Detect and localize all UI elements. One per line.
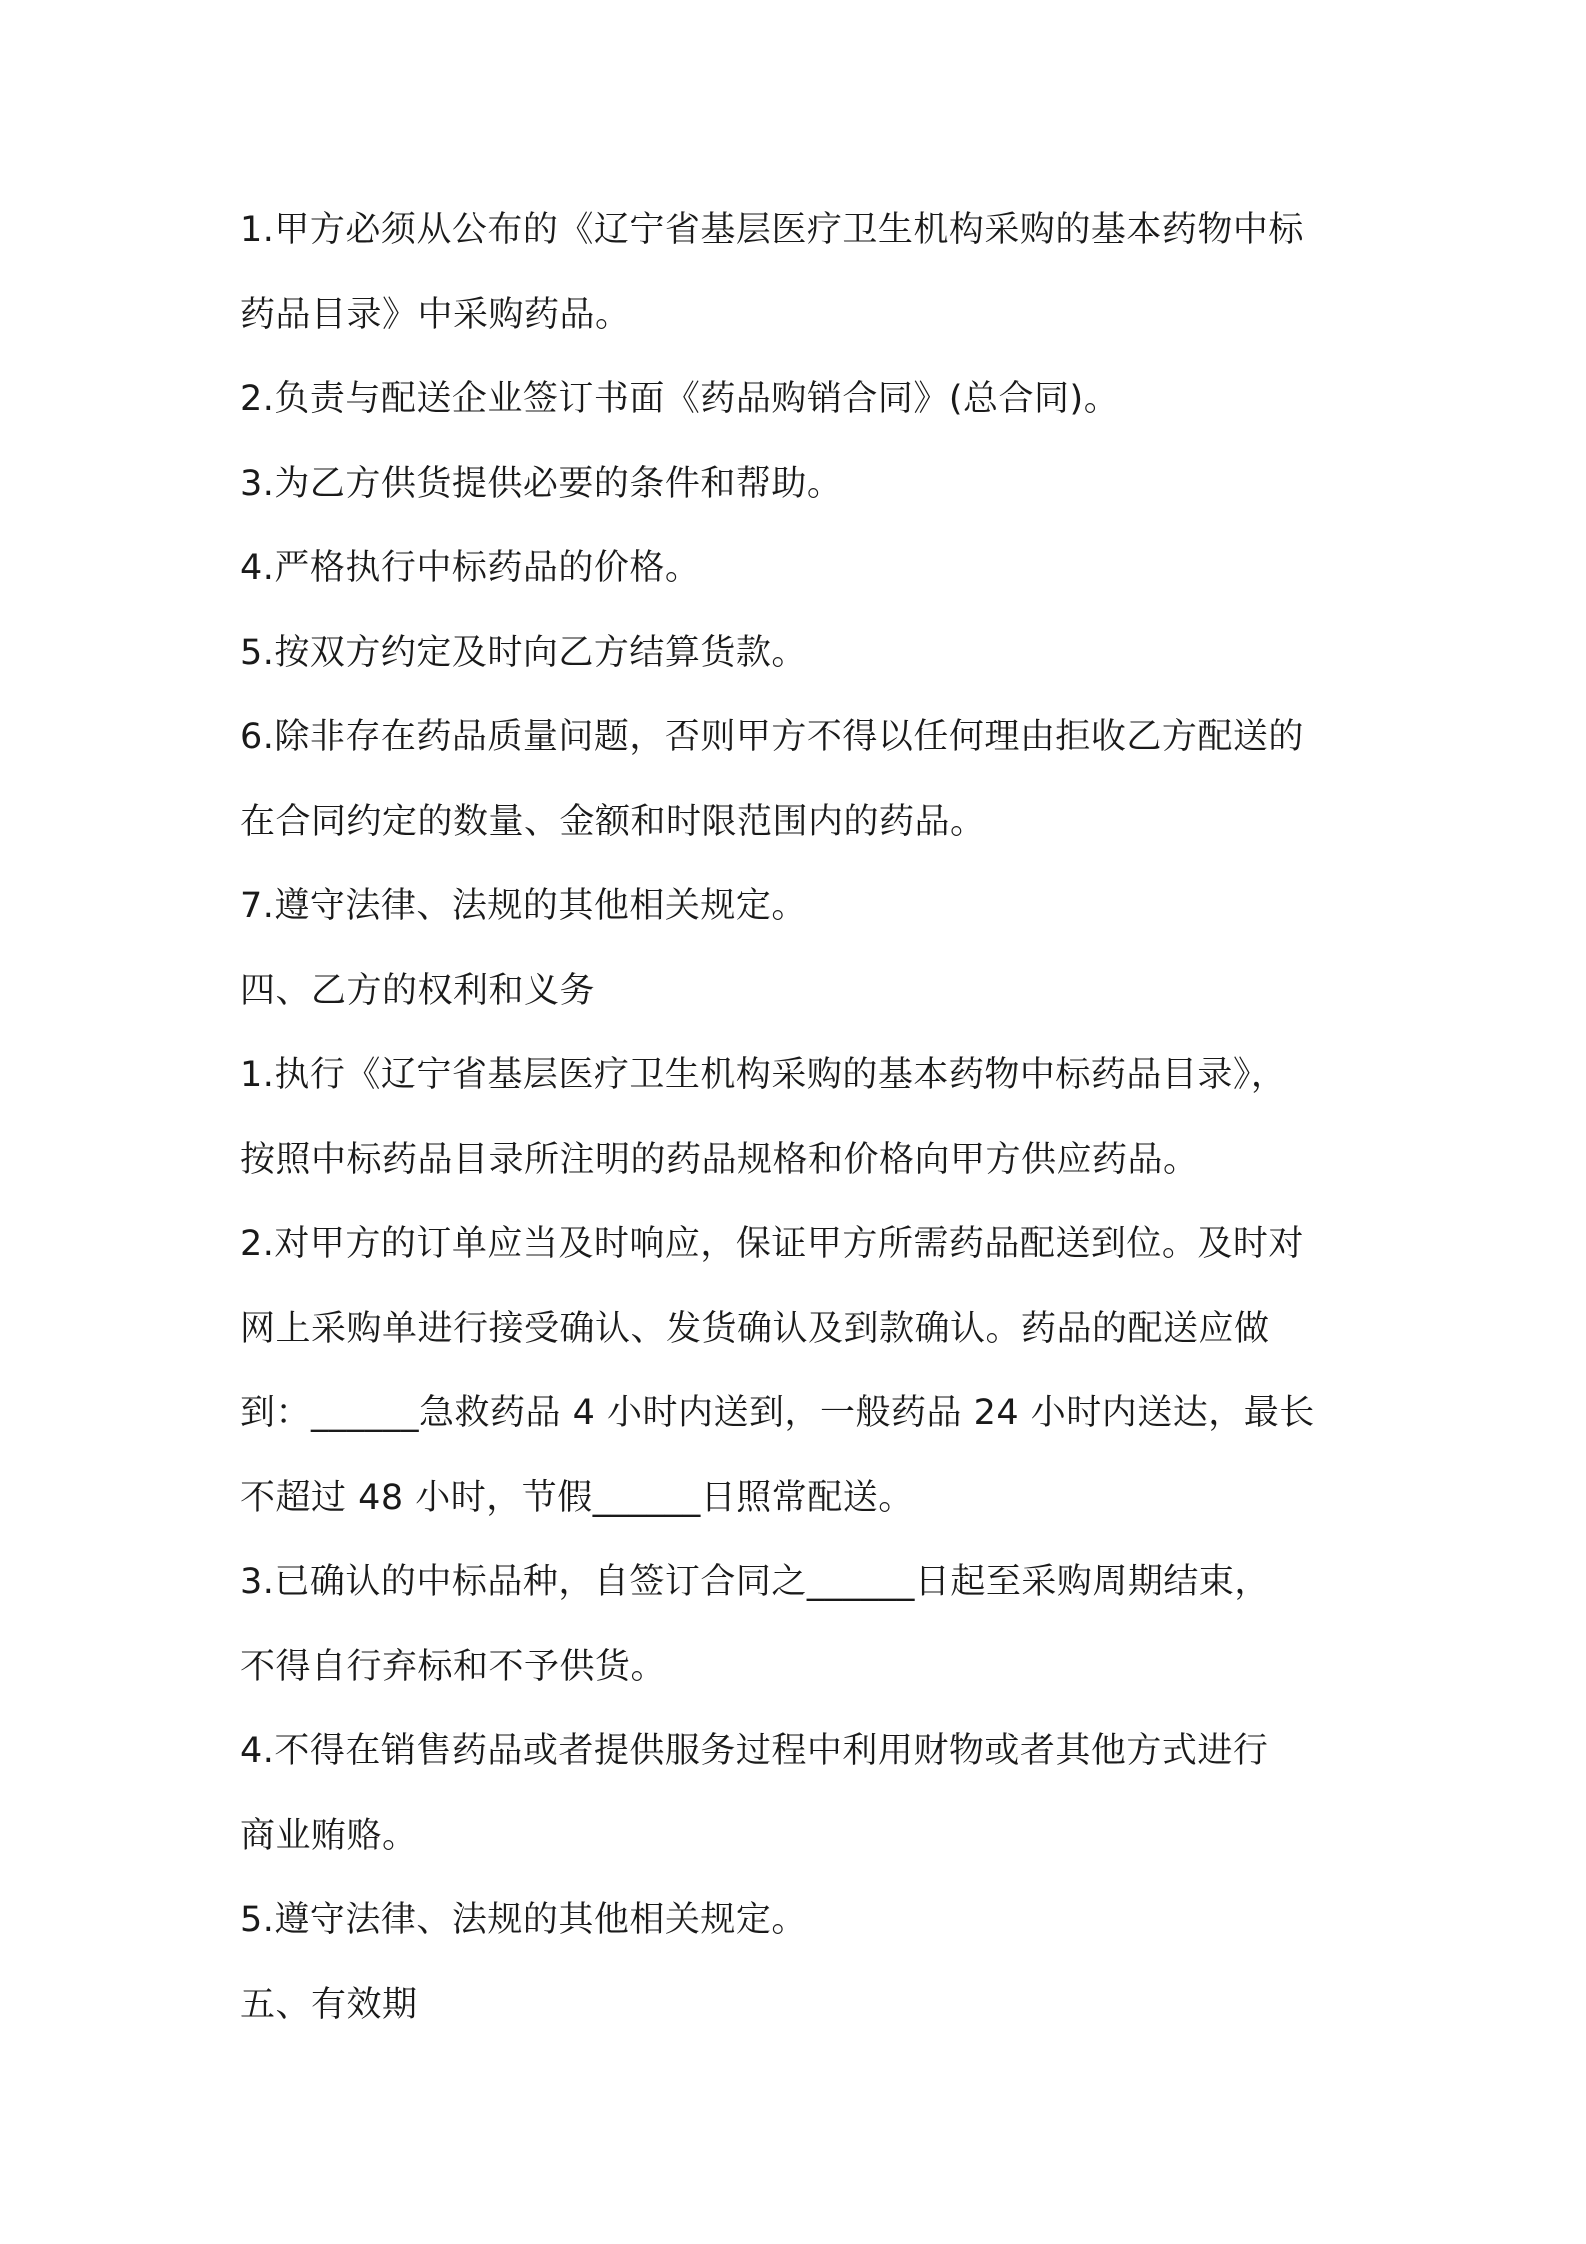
- text-line: 3.为乙方供货提供必要的条件和帮助。: [240, 463, 843, 504]
- text-line: 2.对甲方的订单应当及时响应，保证甲方所需药品配送到位。及时对: [240, 1224, 1304, 1264]
- text-line: 4.不得在销售药品或者提供服务过程中利用财物或者其他方式进行: [240, 1731, 1269, 1771]
- text-line: 7.遵守法律、法规的其他相关规定。: [240, 886, 807, 926]
- text-line: 到：______急救药品 4 小时内送到，一般药品 24 小时内送达，最长: [240, 1393, 1315, 1433]
- text-line: 网上采购单进行接受确认、发货确认及到款确认。药品的配送应做: [240, 1308, 1270, 1349]
- text-line: 3.已确认的中标品种，自签订合同之______日起至采购周期结束，: [240, 1562, 1270, 1602]
- text-line: 5.按双方约定及时向乙方结算货款。: [240, 632, 807, 673]
- text-line: 5.遵守法律、法规的其他相关规定。: [240, 1900, 807, 1940]
- text-line: 药品目录》中采购药品。: [240, 294, 631, 335]
- text-line: 1.执行《辽宁省基层医疗卫生机构采购的基本药物中标药品目录》，: [240, 1055, 1287, 1095]
- section-heading: 四、乙方的权利和义务: [240, 970, 596, 1011]
- text-line: 按照中标药品目录所注明的药品规格和价格向甲方供应药品。: [240, 1139, 1199, 1180]
- text-line: 1.甲方必须从公布的《辽宁省基层医疗卫生机构采购的基本药物中标: [240, 210, 1304, 250]
- document-body: [240, 188, 1360, 2047]
- text-line: 6.除非存在药品质量问题，否则甲方不得以任何理由拒收乙方配送的: [240, 717, 1304, 757]
- text-line: 不超过 48 小时，节假______日照常配送。: [240, 1477, 914, 1518]
- text-line: 商业贿赂。: [240, 1815, 418, 1856]
- text-line: 2.负责与配送企业签订书面《药品购销合同》(总合同)。: [240, 379, 1120, 419]
- section-heading: 五、有效期: [240, 1984, 418, 2025]
- text-line: 在合同约定的数量、金额和时限范围内的药品。: [240, 801, 986, 842]
- text-line: 4.严格执行中标药品的价格。: [240, 548, 701, 588]
- text-line: 不得自行弃标和不予供货。: [240, 1646, 667, 1687]
